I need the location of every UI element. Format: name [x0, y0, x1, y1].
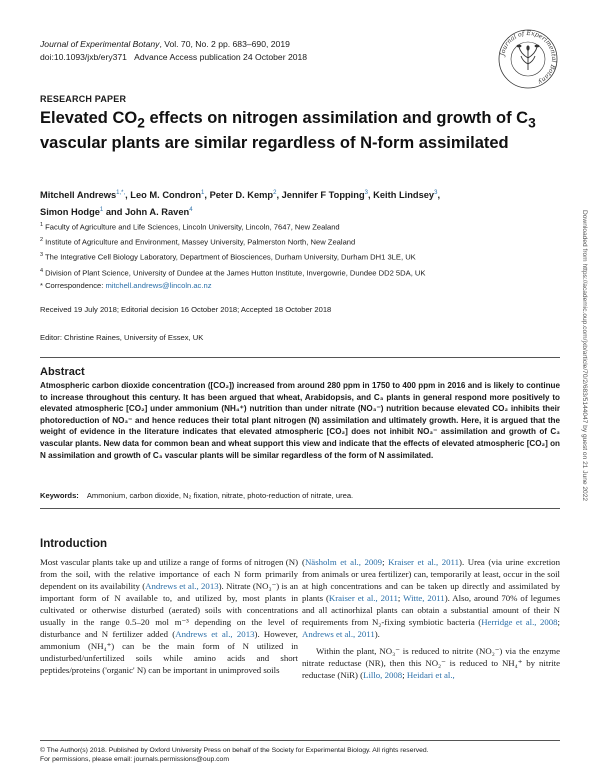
- dates-line: Received 19 July 2018; Editorial decision 16 October 2018; Accepted 18 October 2018: [40, 305, 332, 314]
- citation-link[interactable]: Näsholm et al., 2009: [304, 557, 383, 567]
- advance-access: Advance Access publication 24 October 2018: [134, 52, 308, 62]
- divider: [40, 508, 560, 509]
- correspondence: * Correspondence: mitchell.andrews@lincoln.ac.nz: [40, 281, 212, 290]
- doi[interactable]: doi:10.1093/jxb/ery371: [40, 52, 127, 62]
- intro-column-right: (Näsholm et al., 2009; Kraiser et al., 2011). Urea (via urine excretion from animals or urea fertilizer) can, temporarily at least, occur in the soil at high concentrations and can be taken up directly and assimilated by plants (Kraiser et al., 2011; Witte, 2011). Also, around 70% of legumes and all actinorhizal plants can obtain a substantial amount of their N requirements from N₂-fixing symbiotic bacteria (Herridge et al., 2008; Andrews et al., 2011). Within the plant, NO₃⁻ is reduced to nitrite (NO₂⁻) via the enzyme nitrate reductase (NR), then this NO₂⁻ is reduced to NH₄⁺ by nitrite reductase (NiR) (Lillo, 2008; Heidari et al.,: [302, 557, 561, 680]
- author-name: John A. Raven: [124, 206, 190, 217]
- journal-name: Journal of Experimental Botany: [40, 39, 160, 49]
- citation-link[interactable]: Lillo, 2008: [363, 670, 403, 680]
- affiliation-item: $^1$ Faculty of Agriculture and Life Sciences, Lincoln University, Lincoln, 7647, New Zealand: [40, 222, 340, 232]
- citation-link[interactable]: Andrews et al., 2013: [175, 629, 255, 639]
- author-name: Keith Lindsey: [373, 190, 435, 201]
- correspondence-email[interactable]: mitchell.andrews@lincoln.ac.nz: [105, 281, 212, 290]
- citation-link[interactable]: Witte, 2011: [403, 593, 445, 603]
- affiliation-item: $^4$ Division of Plant Science, University of Dundee at the James Hutton Institute, Invergowrie, Dundee DD2 5DA, UK: [40, 267, 426, 278]
- author-name: Jennifer F Topping: [281, 190, 365, 201]
- citation-link[interactable]: Heidari et al.,: [406, 670, 455, 680]
- citation-link[interactable]: Andrews et al., 2013: [145, 581, 219, 591]
- journal-logo: [497, 28, 559, 90]
- author-list: Mitchell Andrews$^{1,*,}$, Leo M. Condron$^1$, Peter D. Kemp$^2$, Jennifer F Topping$^3$, Keith Lindsey$^3$, Simon Hodge$^1$ and John A. Raven$^4$: [40, 190, 441, 217]
- affiliation-item: $^3$ The Integrative Cell Biology Laboratory, Department of Biosciences, Durham University, Durham DH1 3LE, UK: [40, 252, 416, 262]
- author-affiliation-mark: 1: [99, 206, 104, 213]
- divider: [40, 357, 560, 358]
- editor-line: Editor: Christine Raines, University of Essex, UK: [40, 333, 204, 342]
- citation-link[interactable]: Kraiser et al., 2011: [328, 593, 398, 603]
- journal-citation: [40, 38, 290, 50]
- author-name: Peter D. Kemp: [209, 190, 274, 201]
- abstract-heading: Abstract: [40, 366, 85, 378]
- volume-pages: , Vol. 70, No. 2 pp. 683–690, 2019: [159, 39, 290, 49]
- citation-link[interactable]: Herridge et al., 2008: [481, 617, 558, 627]
- citation-link[interactable]: Kraiser et al., 2011: [388, 557, 460, 567]
- paper-title: Elevated $CO_2$ effects on nitrogen assimilation and growth of $C_3$ vascular plants are similar regardless of N-form assimilated: [40, 109, 536, 153]
- author-name: Mitchell Andrews: [40, 190, 117, 201]
- author-name: Leo M. Condron: [130, 190, 202, 201]
- affiliation-item: $^2$ Institute of Agriculture and Environment, Massey University, Palmerston North, New Zealand: [40, 237, 356, 247]
- doi-line: [40, 51, 307, 63]
- svg-text:Journal of Experimental Botany: Journal of Experimental Botany: [499, 29, 558, 86]
- permissions: For permissions, please email: journals.permissions@oup.com: [40, 756, 229, 763]
- author-name: Simon Hodge: [40, 206, 100, 217]
- download-notice: Downloaded from https://academic.oup.com/jxb/article/70/2/683/5144047 by guest on 21 June 2022: [581, 210, 588, 502]
- section-label: RESEARCH PAPER: [40, 94, 127, 104]
- intro-column-left: Most vascular plants take up and utilize a range of forms of nitrogen (N) from the soil, with the relative importance of each N form primarily dependent on its availability (Andrews et al., 2013). Nitrate (NO₃⁻) is an important form of N available to, and utilized by, most plants in cultivated or otherwise disturbed (aerated) soils with concentrations usually in the range 0.5–20 mol m⁻³ depending on the level of disturbance and N fertilizer added (Andrews et al., 2013). However, ammonium (NH₄⁺) can be the main form of N utilized in undisturbed/unfertilized soils while amino acids and short peptides/proteins ('organic' N) can be important in unimproved soils: [40, 557, 299, 675]
- affiliations: [40, 219, 560, 280]
- author-affiliation-mark: 3: [364, 190, 368, 196]
- author-affiliation-mark: 2: [273, 190, 277, 196]
- author-affiliation-mark: 3: [434, 190, 438, 196]
- author-affiliation-mark: 1,*,: [116, 190, 126, 196]
- footer-divider: [40, 740, 560, 741]
- author-affiliation-mark: 1: [201, 190, 205, 196]
- citation-link[interactable]: Andrews et al., 2011: [302, 629, 375, 639]
- introduction-heading: Introduction: [40, 538, 108, 550]
- copyright: © The Author(s) 2018. Published by Oxford University Press on behalf of the Society for Experimental Biology. All rights reserved.: [40, 747, 429, 754]
- author-affiliation-mark: 4: [189, 206, 193, 213]
- abstract-text: Atmospheric carbon dioxide concentration ([CO₂]) increased from around 280 ppm in 1750 to 400 ppm in 2016 and is likely to continue to increase throughout this century. It has been argued that wheat, Arabidopsis, and C₃ plants in general respond more positively to elevated atmospheric [CO₂] under ammonium (NH₄⁺) nutrition than under nitrate (NO₃⁻) nutrition because elevated CO₂ inhibits their photoreduction of NO₃⁻ and hence reduces their total plant nitrogen (N) assimilation and ultimately growth. Here, it is argued that the weight of evidence in the literature indicates that elevated atmospheric [CO₂] does not inhibit NO₃⁻ assimilation and growth of C₃ vascular plants. New data for common bean and wheat support this view and indicate that the effects of elevated atmospheric [CO₂] on N assimilation and growth of C₃ vascular plants will be similar regardless of the form of N assimilated.: [40, 381, 560, 460]
- keywords: Keywords: Ammonium, carbon dioxide, N₂ fixation, nitrate, photo-reduction of nitrate, urea.: [40, 491, 354, 500]
